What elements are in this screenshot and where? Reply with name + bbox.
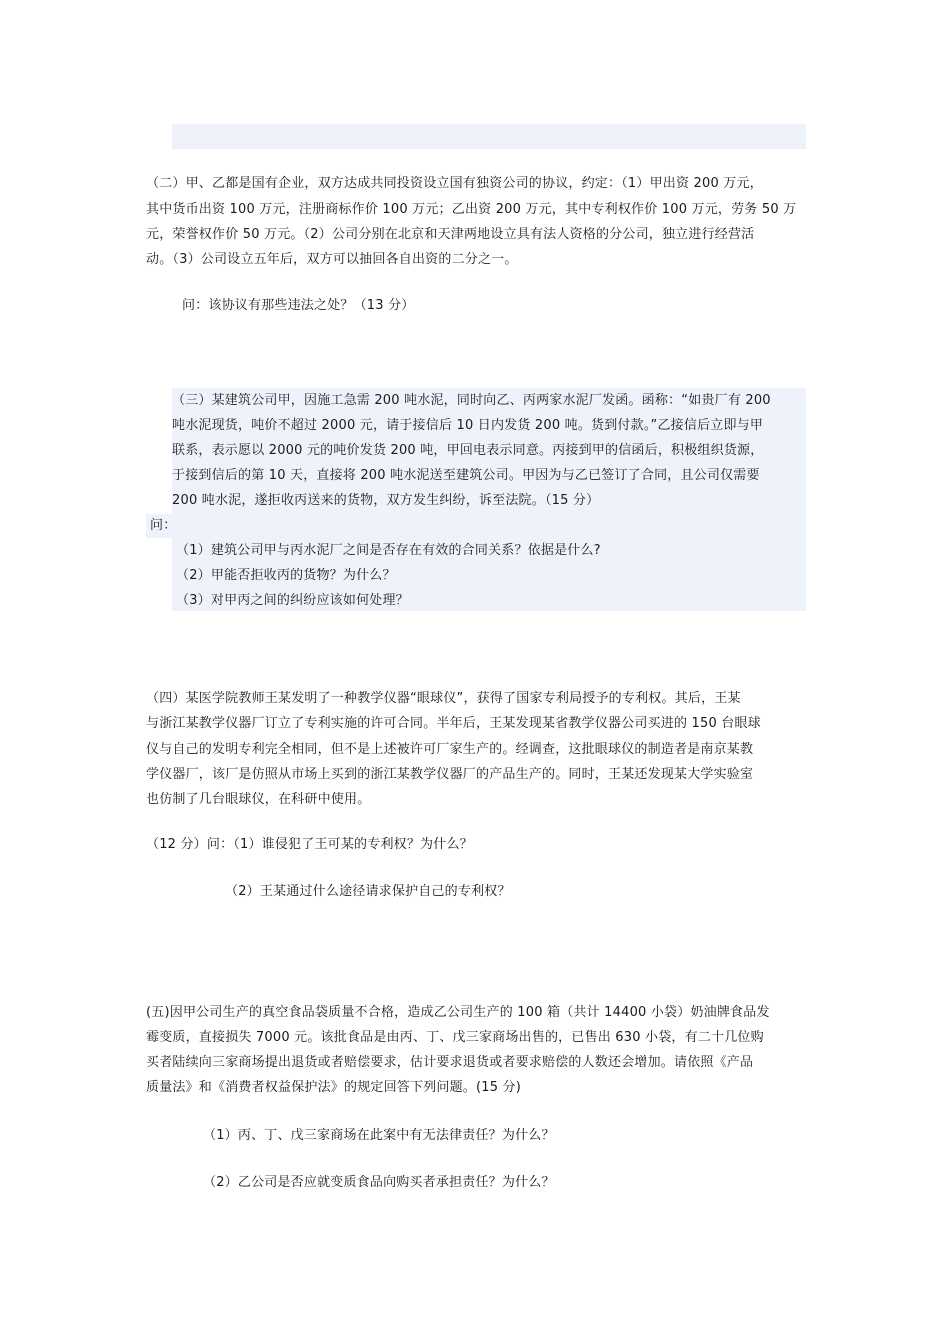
section-5-question-2: （2）乙公司是否应就变质食品向购买者承担责任？为什么？ [203, 1175, 555, 1190]
section-3-line-3: 联系，表示愿以 2000 元的吨价发货 200 吨，甲回电表示同意。丙接到甲的信函后，积极组织货源， [172, 443, 764, 458]
section-3-question-1: （1）建筑公司甲与丙水泥厂之间是否存在有效的合同关系？依据是什么? [176, 543, 601, 558]
section-4-line-5: 也仿制了几台眼球仪，在科研中使用。 [146, 792, 371, 807]
section-2-question: 问：该协议有那些违法之处？（13 分） [182, 298, 415, 313]
top-shaded-strip [172, 124, 806, 149]
section-4-line-4: 学仪器厂，该厂是仿照从市场上买到的浙江某教学仪器厂的产品生产的。同时，王某还发现某大学实验室 [146, 767, 754, 782]
section-3-line-4: 于接到信后的第 10 天，直接将 200 吨水泥送至建筑公司。甲因为与乙已签订了合同，且公司仅需要 [172, 468, 760, 483]
section-4-line-3: 仪与自己的发明专利完全相同，但不是上述被许可厂家生产的。经调查，这批眼球仪的制造者是南京某教 [146, 742, 754, 757]
section-5-line-1: (五)因甲公司生产的真空食品袋质量不合格，造成乙公司生产的 100 箱（共计 14400 小袋）奶油牌食品发 [146, 1005, 770, 1020]
section-4-line-1: （四）某医学院教师王某发明了一种教学仪器“眼球仪”，获得了国家专利局授予的专利权。其后，王某 [146, 691, 741, 706]
section-2-line-2: 其中货币出资 100 万元，注册商标作价 100 万元；乙出资 200 万元，其中专利权作价 100 万元，劳务 50 万 [146, 202, 797, 217]
section-3-ask: 问： [150, 518, 177, 533]
section-2-line-1: （二）甲、乙都是国有企业，双方达成共同投资设立国有独资公司的协议，约定：（1）甲出资 200 万元， [146, 176, 763, 191]
section-2-line-4: 动。（3）公司设立五年后，双方可以抽回各自出资的二分之一。 [146, 252, 518, 267]
section-2-line-3: 元，荣誉权作价 50 万元。（2）公司分别在北京和天津两地设立具有法人资格的分公司，独立进行经营活 [146, 227, 755, 242]
section-3-line-1: （三）某建筑公司甲，因施工急需 200 吨水泥，同时向乙、丙两家水泥厂发函。函称：“如贵厂有 200 [172, 393, 771, 408]
section-4-question-2: （2）王某通过什么途径请求保护自己的专利权？ [225, 884, 511, 899]
section-5-line-3: 买者陆续向三家商场提出退货或者赔偿要求，估计要求退货或者要求赔偿的人数还会增加。请依照《产品 [146, 1055, 754, 1070]
section-5-line-2: 霉变质，直接损失 7000 元。该批食品是由丙、丁、戊三家商场出售的，已售出 630 小袋，有二十几位购 [146, 1030, 764, 1045]
section-3-question-3: （3）对甲丙之间的纠纷应该如何处理？ [176, 593, 409, 608]
section-4-line-2: 与浙江某教学仪器厂订立了专利实施的许可合同。半年后，王某发现某省教学仪器公司买进的 150 台眼球 [146, 716, 761, 731]
section-5-question-1: （1）丙、丁、戊三家商场在此案中有无法律责任？为什么？ [203, 1128, 555, 1143]
section-3-question-2: （2）甲能否拒收丙的货物？为什么？ [176, 568, 396, 583]
section-3-line-2: 吨水泥现货，吨价不超过 2000 元，请于接信后 10 日内发货 200 吨。货到付款。”乙接信后立即与甲 [172, 418, 764, 433]
section-5-line-4: 质量法》和《消费者权益保护法》的规定回答下列问题。(15 分) [146, 1080, 522, 1095]
section-4-question-1: （12 分）问：（1）谁侵犯了王可某的专利权？为什么？ [146, 837, 473, 852]
section-3-line-5: 200 吨水泥，遂拒收丙送来的货物，双方发生纠纷，诉至法院。（15 分） [172, 493, 600, 508]
